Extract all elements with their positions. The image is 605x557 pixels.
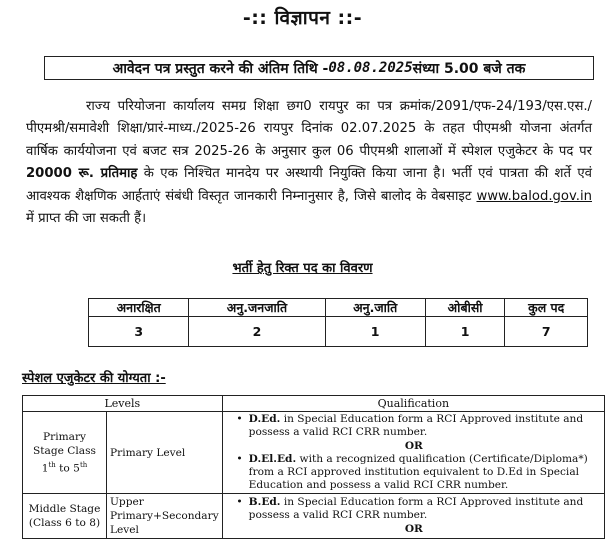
vacancy-col-sc: अनु.जाति <box>325 299 425 317</box>
vacancy-col-total: कुल पद <box>505 299 588 317</box>
website-link[interactable]: www.balod.gov.in <box>476 188 592 204</box>
paragraph-text-2: के एक निश्चित मानदेय पर अस्थायी नियुक्ति किया जाना है। भर्ती एवं पात्रता की शर्ते एवं आवश्यक शैक्षणिक आर्हताएं संबंधी विस्तृत जानकारी निम्नानुसार है, जिसे बालोद के वेबसाइट <box>26 166 592 204</box>
qualification-heading: स्पेशल एजुकेटर की योग्यता :- <box>22 371 166 386</box>
vacancy-col-unreserved: अनारक्षित <box>89 299 189 317</box>
qualification-row-primary <box>23 412 605 494</box>
qualification-header-row <box>23 396 605 412</box>
vacancy-heading: भर्ती हेतु रिक्त पद का विवरण <box>232 261 373 276</box>
qualification-middle: • B.Ed. in Special Education form a RCI Approved institute and possess a valid RCI CRR number. OR <box>222 494 604 539</box>
vacancy-table <box>88 298 588 347</box>
bullet-icon: • <box>236 453 243 465</box>
deadline-prefix: आवेदन पत्र प्रस्तुत करने की अंतिम तिथि - <box>112 60 329 77</box>
deadline-box <box>44 56 594 80</box>
advertisement-paragraph <box>26 96 592 230</box>
stage-primary: Primary Stage Class 1th to 5th <box>23 412 107 494</box>
vacancy-value-obc: 1 <box>425 317 505 347</box>
or-label: OR <box>404 523 423 535</box>
deadline-date: 08.08.2025 <box>328 60 413 76</box>
vacancy-col-obc: ओबीसी <box>425 299 505 317</box>
bullet-icon: • <box>236 496 243 508</box>
qualification-primary: • D.Ed. in Special Education form a RCI Approved institute and possess a valid RCI CRR number. OR • D.El.Ed. with a recognized qualification (Certificate/Diploma*) from a RCI approved institution equivalent to D.Ed in Special Education and possess a valid RCI CRR number. <box>222 412 604 494</box>
vacancy-value-sc: 1 <box>325 317 425 347</box>
level-primary: Primary Level <box>107 412 223 494</box>
stage-middle: Middle Stage (Class 6 to 8) <box>23 494 107 539</box>
deadline-suffix: संध्या 5.00 बजे तक <box>412 60 526 77</box>
col-levels: Levels <box>23 396 223 412</box>
page-title: -:: विज्ञापन ::- <box>242 7 363 29</box>
vacancy-value-total: 7 <box>505 317 588 347</box>
vacancy-value-unreserved: 3 <box>89 317 189 347</box>
qualification-table <box>22 395 605 539</box>
vacancy-values-row <box>89 317 588 347</box>
or-label: OR <box>404 440 423 452</box>
qualification-row-middle <box>23 494 605 539</box>
vacancy-value-st: 2 <box>189 317 325 347</box>
col-qualification: Qualification <box>222 396 604 412</box>
salary-amount: 20000 रू. प्रतिमाह <box>26 166 138 182</box>
level-middle: Upper Primary+Secondary Level <box>107 494 223 539</box>
bullet-icon: • <box>236 413 243 425</box>
paragraph-text-3: में प्राप्त की जा सकती हैं। <box>26 211 147 227</box>
paragraph-text: राज्य परियोजना कार्यालय समग्र शिक्षा छग0 रायपुर का पत्र क्रमांक/2091/एफ-24/193/एस.एस./पीएमश्री/समावेशी शिक्षा/प्रारं-माध्य./2025-26 रायपुर दिनांक 02.07.2025 के तहत पीएमश्री योजना अंतर्गत वार्षिक कार्ययोजना एवं बजट सत्र 2025-26 के अनुसार कुल 06 पीएमश्री शालाओं में स्पेशल एजुकेटर के पद पर <box>26 99 592 159</box>
vacancy-col-st: अनु.जनजाति <box>189 299 325 317</box>
vacancy-header-row <box>89 299 588 317</box>
